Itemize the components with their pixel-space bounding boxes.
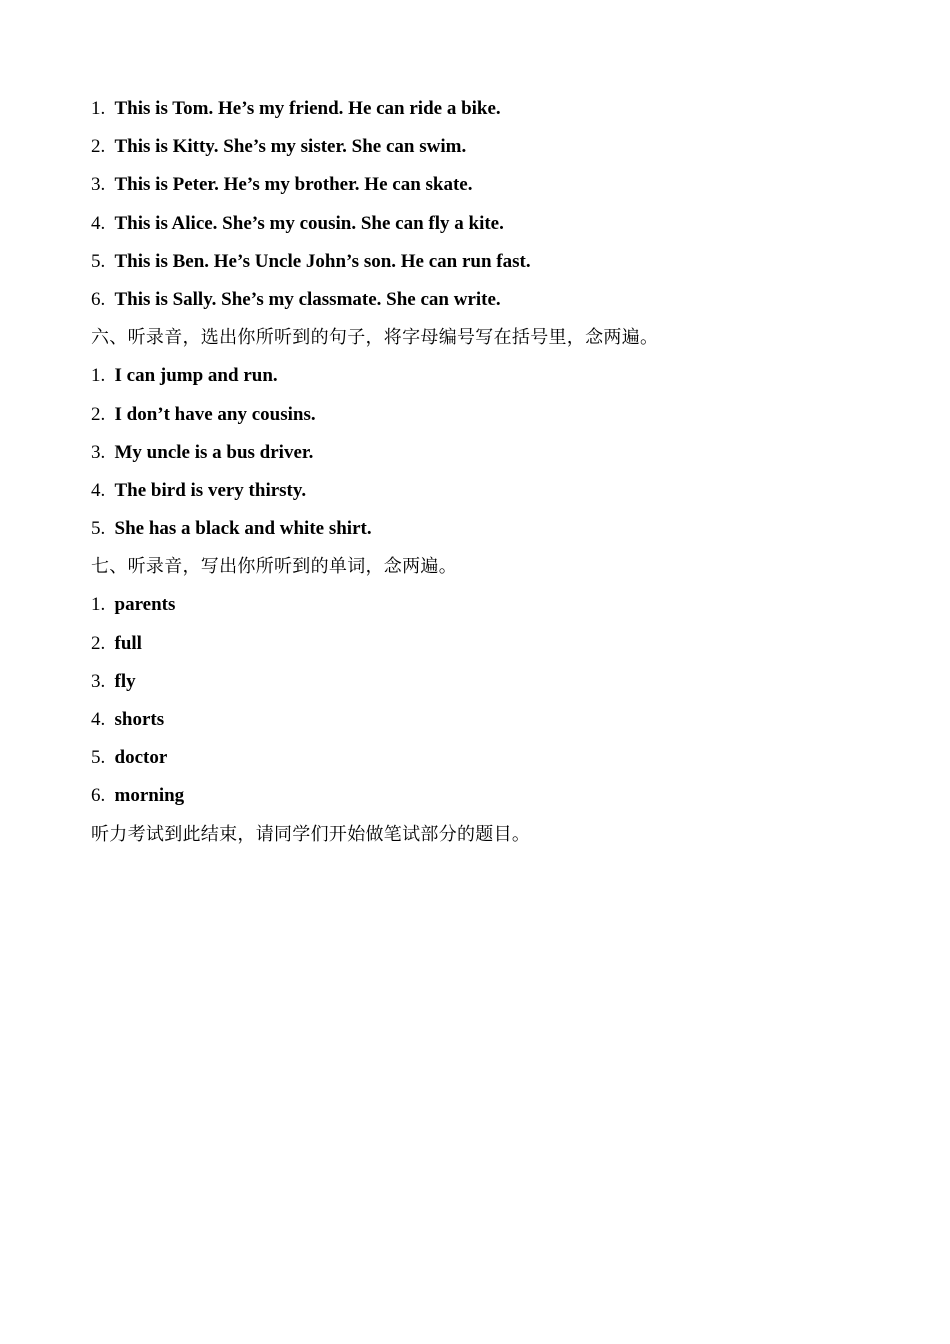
section-heading-seven: 七、听录音，写出你所听到的单词，念两遍。 xyxy=(91,556,457,578)
item-text: shorts xyxy=(114,709,165,730)
item-separator: . xyxy=(100,518,106,540)
item-number: 6 xyxy=(91,785,101,807)
list-item xyxy=(91,133,871,171)
section-heading-six: 六、听录音，选出你所听到的句子，将字母编号写在括号里，念两遍。 xyxy=(91,327,659,349)
item-number: 2 xyxy=(91,632,101,654)
item-number: 1 xyxy=(91,365,101,387)
item-separator: . xyxy=(100,403,106,425)
list-item xyxy=(91,744,871,782)
list-item xyxy=(91,782,871,820)
item-text: This is Ben. He’s Uncle John’s son. He can run fast. xyxy=(114,250,531,272)
item-separator: . xyxy=(100,212,106,234)
item-number: 5 xyxy=(91,747,101,769)
item-separator: . xyxy=(100,785,106,807)
item-separator: . xyxy=(100,441,106,463)
item-separator: . xyxy=(100,174,106,196)
item-number: 2 xyxy=(91,403,101,425)
item-text: morning xyxy=(114,785,185,807)
list-item xyxy=(91,591,871,629)
list-item xyxy=(91,401,871,439)
item-text: parents xyxy=(114,594,176,616)
item-separator: . xyxy=(100,250,106,272)
item-text: This is Sally. She’s my classmate. She can write. xyxy=(114,288,501,310)
item-separator: . xyxy=(100,98,106,119)
item-number: 4 xyxy=(91,479,101,501)
item-separator: . xyxy=(100,365,106,387)
item-text: full xyxy=(114,632,142,654)
list-item xyxy=(91,477,871,515)
list-item xyxy=(91,286,871,324)
list-item xyxy=(91,248,871,286)
item-number: 4 xyxy=(91,709,101,730)
list-item xyxy=(91,706,871,744)
list-item xyxy=(91,515,871,553)
item-text: This is Peter. He’s my brother. He can skate. xyxy=(114,174,473,196)
item-separator: . xyxy=(100,594,106,616)
item-separator: . xyxy=(100,709,106,730)
item-number: 2 xyxy=(91,136,101,158)
list-item xyxy=(91,210,871,248)
item-number: 3 xyxy=(91,670,101,692)
item-separator: . xyxy=(100,747,106,769)
item-separator: . xyxy=(100,479,106,501)
list-item xyxy=(91,362,871,400)
item-number: 6 xyxy=(91,288,101,310)
item-number: 1 xyxy=(91,594,101,616)
item-text: This is Alice. She’s my cousin. She can fly a kite. xyxy=(114,212,504,234)
item-number: 5 xyxy=(91,250,101,272)
item-text: I can jump and run. xyxy=(114,365,278,387)
item-number: 3 xyxy=(91,441,101,463)
item-text: This is Tom. He’s my friend. He can ride a bike. xyxy=(114,98,501,119)
list-item xyxy=(91,439,871,477)
item-text: fly xyxy=(114,670,136,692)
item-separator: . xyxy=(100,288,106,310)
item-text: This is Kitty. She’s my sister. She can swim. xyxy=(114,136,467,158)
list-item xyxy=(91,630,871,668)
item-separator: . xyxy=(100,136,106,158)
list-item xyxy=(91,668,871,706)
item-separator: . xyxy=(100,632,106,654)
item-number: 4 xyxy=(91,212,101,234)
list-item xyxy=(91,95,871,133)
item-text: The bird is very thirsty. xyxy=(114,479,307,501)
item-text: My uncle is a bus driver. xyxy=(114,441,314,463)
item-number: 1 xyxy=(91,98,101,119)
item-text: I don’t have any cousins. xyxy=(114,403,316,425)
item-separator: . xyxy=(100,670,106,692)
item-number: 3 xyxy=(91,174,101,196)
item-text: She has a black and white shirt. xyxy=(114,518,372,540)
list-item xyxy=(91,171,871,209)
item-number: 5 xyxy=(91,518,101,540)
item-text: doctor xyxy=(114,747,168,769)
document-page xyxy=(91,95,871,859)
closing-note: 听力考试到此结束，请同学们开始做笔试部分的题目。 xyxy=(91,823,531,845)
